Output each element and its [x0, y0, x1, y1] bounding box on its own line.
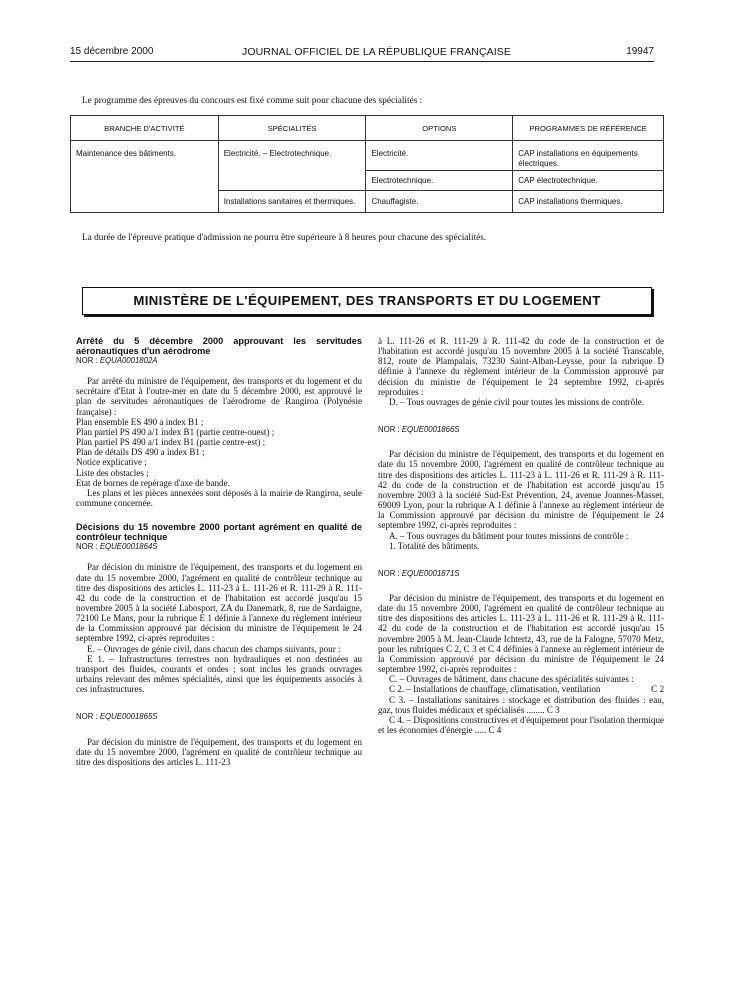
rubric-c3: C 3. – Installations sanitaires : stockage et distribution des fluides : eau, gaz, tous fluides médicaux et spécialisés ........ C 3 — [378, 694, 664, 715]
rubric-c4-ref: C 4 — [488, 725, 502, 735]
paragraph: Par décision du ministre de l'équipement, des transports et du logement en date du 15 novembre 2000, l'agrément en qualité de contrôleur technique au titre des dispositions des articles L. 111-23 — [76, 736, 362, 767]
nor-reference — [378, 569, 664, 579]
paragraph: Les plans et les pièces annexées sont déposés à la mairie de Rangiroa, seule commune concernée. — [76, 487, 362, 509]
list-item: Plan ensemble ES 490 a index B1 ; — [76, 416, 204, 427]
table-header-row — [71, 116, 664, 141]
paragraph: E. – Ouvrages de génie civil, dans chacun des champs suivants, pour : — [87, 643, 341, 654]
list-item: Notice explicative ; — [76, 457, 147, 468]
paragraph: Par décision du ministre de l'équipement, des transports et du logement en date du 15 novembre 2000, l'agrément en qualité de contrôleur technique au titre des dispositions des articles L. 111-23 à L. 111-26 et R. 111-29 à R. 111-42 du code de la construction et de l'habitation est accordé jusqu'au 15 novembre 2005 à la société Labosport, ZA du Danemark, 8, rue de Sardaigne, 72100 Le Mans, pour la rubrique E 1 définie à l'annexe du règlement intérieur de la Commission approuvé par décision du ministre de l'équipement le 24 septembre 1992, ci-après reproduites : — [76, 562, 362, 644]
right-column — [378, 336, 664, 735]
cell-option-1: Electricité. — [366, 141, 513, 171]
nor-label: NOR : — [378, 568, 400, 578]
list-item: Plan partiel PS 490 a/1 index B1 (partie centre-est) ; — [76, 437, 266, 448]
ministry-heading: MINISTÈRE DE L'ÉQUIPEMENT, DES TRANSPORTS ET DU LOGEMENT — [82, 287, 652, 315]
rubric-c2-ref: C 2 — [651, 684, 664, 695]
paragraph: D. – Tous ouvrages de génie civil pour toutes les missions de contrôle. — [389, 396, 644, 407]
header-page-number: 19947 — [626, 46, 654, 57]
col-header-options: OPTIONS — [366, 116, 513, 141]
cell-programme-3: CAP installations thermiques. — [513, 191, 664, 213]
cell-option-3: Chauffagiste. — [366, 191, 513, 213]
list-item: Liste des obstacles ; — [76, 467, 149, 478]
rubric-c2-text: C 2. – Installations de chauffage, climatisation, ventilation — [389, 684, 601, 695]
rubric-c4: C 4. – Dispositions constructives et d'équipement pour l'isolation thermique et les économies d'énergie ..... C 4 — [378, 714, 664, 735]
header-rule — [70, 61, 654, 62]
intro-text: Le programme des épreuves du concours est fixé comme suit pour chacune des spécialités : — [82, 96, 423, 106]
rubric-c4-text: C 4. – Dispositions constructives et d'équipement pour l'isolation thermique et les économies d'énergie — [378, 714, 664, 735]
page-header — [70, 46, 654, 60]
cell-branche: Maintenance des bâtiments. — [71, 141, 219, 213]
list-item: Plan de détails DS 490 a index B1 ; — [76, 447, 205, 458]
nor-reference — [76, 712, 362, 722]
paragraph: à L. 111-26 et R. 111-29 à R. 111-42 du code de la construction et de l'habitation est accordé jusqu'au 15 novembre 2005 à la société Transcable, 812, route de Plampalais, 73230 Saint-Alban-Leysse, pour la rubrique D définie à l'annexe du règlement intérieur de la Commission approuvé par décision du ministre de l'équipement le 24 septembre 1992, ci-après reproduites : — [378, 336, 664, 397]
paragraph: C. – Ouvrages de bâtiment, dans chacune des spécialités suivantes : — [389, 674, 634, 685]
paragraph: A. – Tous ouvrages du bâtiment pour toutes missions de contrôle : — [389, 530, 629, 541]
cell-specialite-1: Electricité. – Electrotechnique. — [218, 141, 366, 191]
nor-reference — [76, 542, 362, 552]
left-column — [76, 336, 362, 767]
programme-table — [70, 115, 664, 213]
paragraph: Par décision du ministre de l'équipement, des transports et du logement en date du 15 novembre 2000, l'agrément en qualité de contrôleur technique au titre des dispositions des articles L. 111-23 à L. 111-26 et R. 111-29 à R. 111-42 du code de la construction et de l'habitation est accordé jusqu'au 15 novembre 2003 à la société Sud-Est Prévention, 24, avenue Joannes-Masset, 69009 Lyon, pour la rubrique A 1 définie à l'annexe au règlement intérieur de la Commission approuvé par décision du ministre de l'équipement le 24 septembre 1992, ci-après reproduites : — [378, 449, 664, 531]
col-header-branche: BRANCHE D'ACTIVITÉ — [71, 116, 219, 141]
nor-label: NOR : — [76, 542, 98, 552]
cell-programme-2: CAP électrotechnique. — [513, 171, 664, 191]
nor-reference — [378, 425, 664, 435]
after-table-text: La durée de l'épreuve pratique d'admission ne pourra être supérieure à 8 heures pour chacune des spécialités. — [82, 233, 487, 243]
nor-code: EQUA0001802A — [99, 356, 158, 365]
nor-label: NOR : — [378, 425, 400, 435]
rubric-c3-ref: C 3 — [546, 704, 560, 715]
cell-specialite-2: Installations sanitaires et thermiques. — [218, 191, 366, 213]
cell-programme-1: CAP installations en équipements électriques. — [513, 141, 664, 171]
nor-code: EQUE0001871S — [401, 568, 460, 578]
nor-label: NOR : — [76, 712, 98, 722]
nor-reference — [76, 356, 362, 366]
paragraph: E 1. – Infrastructures terrestres non hydrauliques et non destinées au transport des fluides, courants et ondes ; sont inclus les grands ouvrages urbains relevant des mêmes spécialités, ainsi que les équipements associés à ces infrastructures. — [76, 653, 362, 695]
header-journal-title: JOURNAL OFFICIEL DE LA RÉPUBLIQUE FRANÇAISE — [242, 46, 511, 58]
rubric-c3-text: C 3. – Installations sanitaires : stockage et distribution des fluides : eau, gaz, tous fluides médicaux et spécialisés — [378, 694, 664, 715]
list-item: Etat de bornes de repérage d'axe de bande. — [76, 477, 230, 488]
decree-title: Arrêté du 5 décembre 2000 approuvant les servitudes aéronautiques d'un aérodrome — [76, 336, 362, 356]
table-row — [71, 141, 664, 171]
paragraph: 1. Totalité des bâtiments. — [389, 540, 480, 551]
decision-title: Décisions du 15 novembre 2000 portant agrément en qualité de contrôleur technique — [76, 522, 362, 543]
col-header-specialites: SPÉCIALITÉS — [218, 116, 366, 141]
col-header-programmes: PROGRAMMES DE RÉFÉRENCE — [513, 116, 664, 141]
rubric-c2 — [378, 684, 664, 694]
paragraph: Par arrêté du ministre de l'équipement, des transports et du logement et du secrétaire d'Etat à l'outre-mer en date du 5 décembre 2000, est approuvé le plan de servitudes aéronautiques de l'aérodrome de Rangiroa (Polynésie française) : — [76, 376, 362, 417]
nor-code: EQUE0001865S — [99, 712, 158, 722]
nor-label: NOR : — [76, 356, 98, 365]
nor-code: EQUE0001864S — [99, 542, 158, 552]
header-date: 15 décembre 2000 — [70, 46, 154, 57]
cell-option-2: Electrotechnique. — [366, 171, 513, 191]
list-item: Plan partiel PS 490 a/1 index B1 (partie centre-ouest) ; — [76, 426, 275, 437]
paragraph: Par décision du ministre de l'équipement, des transports et du logement en date du 15 novembre 2000, l'agrément en qualité de contrôleur technique au titre des dispositions des articles L. 111-23 à L. 111-26 et R. 111-29 à R. 111-42 du code de la construction et de l'habitation est accordé jusqu'au 15 novembre 2005 à M. Jean-Claude Ichtertz, 43, rue de la Falogne, 57070 Metz, pour les rubriques C 2, C 3 et C 4 définies à l'annexe au règlement intérieur de la Commission approuvé par décision du ministre de l'équipement le 24 septembre 1992, ci-après reproduites : — [378, 592, 664, 675]
nor-code: EQUE0001866S — [401, 425, 460, 435]
